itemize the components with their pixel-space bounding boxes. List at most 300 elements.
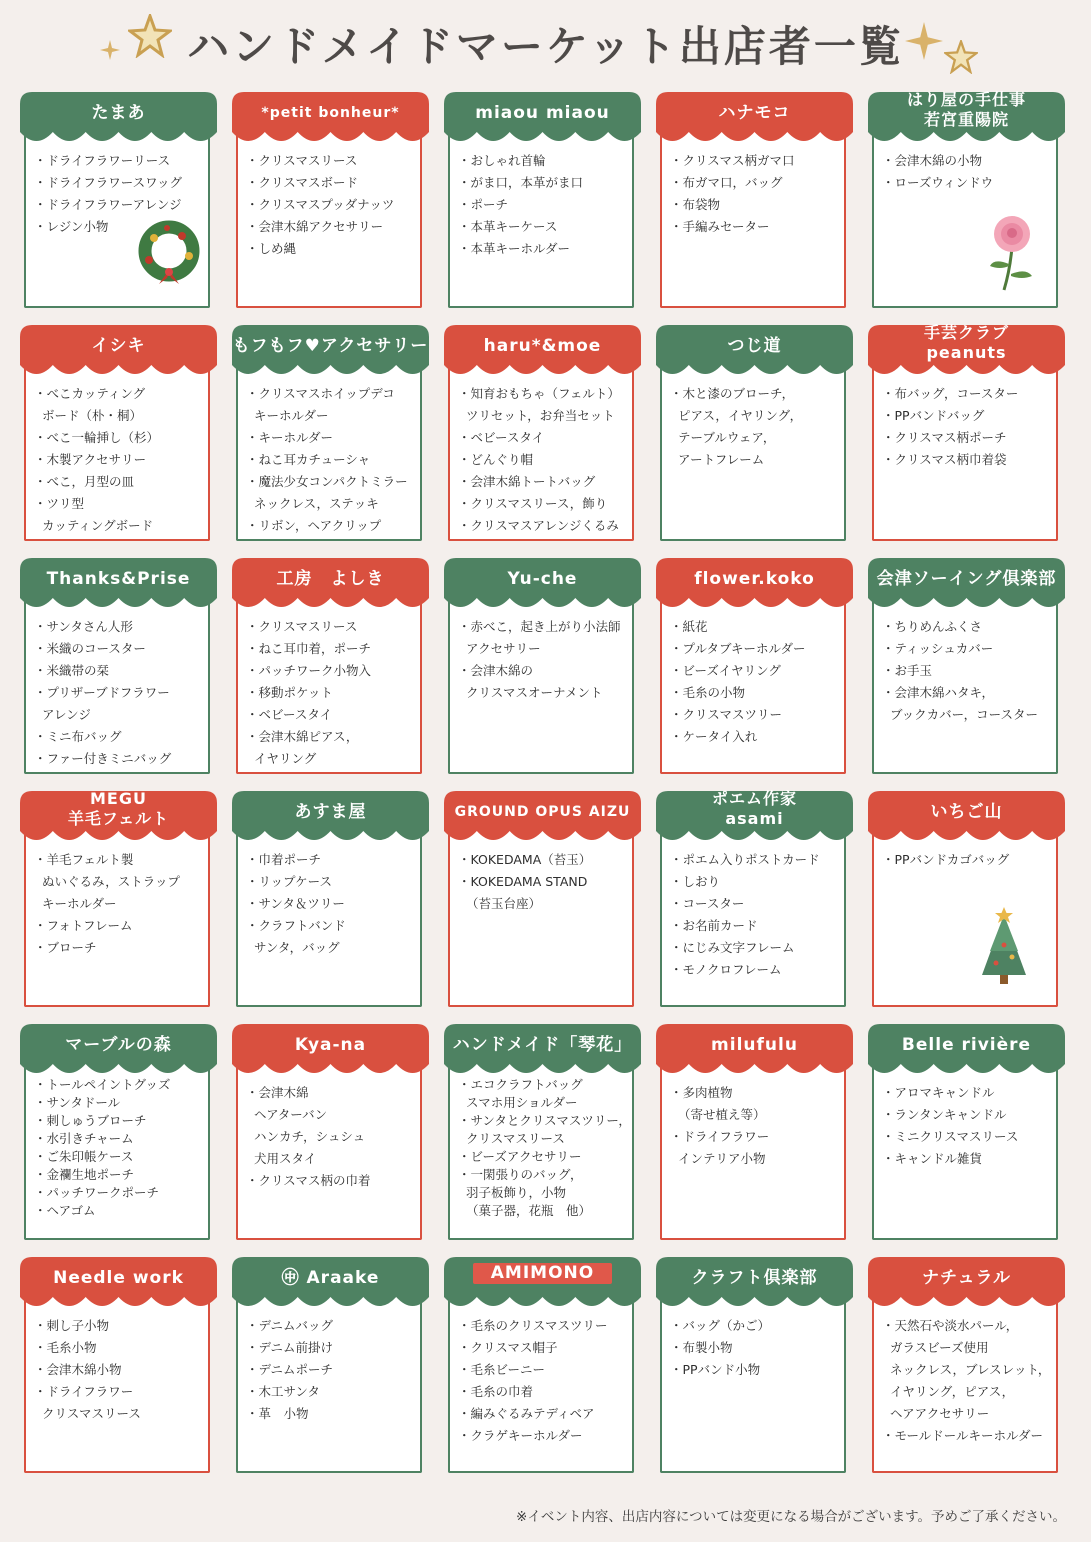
list-item: ・クリスマスボード [246,175,359,190]
shop-card [16,789,221,1009]
shop-item-box [236,596,422,774]
list-item: ヘアアクセサリー [882,1406,990,1421]
shop-name: マーブルの森 [65,1035,172,1055]
list-item: ・会津木綿トートバッグ [458,474,596,489]
list-item: ・本革キーホルダー [458,241,571,256]
shop-name: milufulu [711,1035,798,1055]
list-item: ・布製小物 [670,1340,733,1355]
list-item: ・クリスマスリース，飾り [458,496,608,511]
shop-name: はり屋の手仕事 若宮重陽院 [906,90,1026,129]
shop-item-list [882,1082,1052,1170]
shop-awning [652,789,857,847]
list-item: ・デニム前掛け [246,1340,334,1355]
shop-item-box [872,1295,1058,1473]
shop-name: miaou miaou [475,103,610,123]
shop-card [228,1255,433,1475]
list-item: ・布バッグ，コースター [882,386,1019,401]
list-item: インテリア小物 [670,1151,766,1166]
list-item: ネックレス，ブレスレット， [882,1362,1051,1377]
list-item: ぬいぐるみ，ストラップ [34,874,180,889]
shop-item-box [872,596,1058,774]
list-item: ・クリスマス柄ガマ口 [670,153,795,168]
shop-grid [16,90,1076,1490]
shop-awning [440,556,645,614]
rose-icon [982,212,1042,296]
shop-name: もフもフ♥アクセサリー [232,336,429,356]
shop-item-list [34,1315,204,1425]
shop-awning [652,556,857,614]
shop-awning [864,556,1069,614]
list-item: キーホルダー [34,896,117,911]
shop-name: Needle work [53,1268,184,1288]
shop-item-box [448,1295,634,1473]
shop-card [652,1255,857,1475]
page-title: ハンドメイドマーケット出店者一覧 [187,22,904,71]
shop-item-box [24,130,210,308]
shop-awning [228,323,433,381]
list-item: テーブルウェア， [670,430,776,445]
list-item: ・リボン，ヘアクリップ [246,518,382,533]
shop-item-list [458,383,628,537]
shop-item-box [872,829,1058,1007]
list-item: ・デニムポーチ [246,1362,334,1377]
list-item: ・ビーズイヤリング [670,663,781,678]
list-item: ・クリスマスプッダナッツ [246,197,395,212]
shop-item-box [448,596,634,774]
list-item: ・ご朱印帳ケース [34,1149,134,1164]
list-item: ・しおり [670,874,721,889]
shop-card [440,1022,645,1242]
shop-awning [228,90,433,148]
list-item: ・手編みセーター [670,219,770,234]
list-item: ・クリスマス柄ポーチ [882,430,1007,445]
shop-card [652,1022,857,1242]
list-item: ・クリスマスツリー [670,707,783,722]
shop-item-box [236,829,422,1007]
shop-item-box [24,596,210,774]
list-item: ・バッグ（かご） [670,1318,771,1333]
shop-awning [864,1022,1069,1080]
shop-item-list [246,849,416,959]
shop-awning [440,90,645,148]
shop-awning [652,323,857,381]
shop-item-list [34,616,204,770]
shop-item-list [670,849,840,981]
list-item: ・クリスマスリース [246,153,358,168]
shop-awning [228,1255,433,1313]
list-item: ・ヘアゴム [34,1203,96,1218]
list-item: ・KOKEDAMA STAND [458,874,588,889]
shop-name: 手芸クラブ peanuts [923,323,1009,362]
shop-awning [16,1022,221,1080]
shop-name: flower.koko [694,569,815,589]
list-item: ・キャンドル雑貨 [882,1151,983,1166]
list-item: ・PPバンド小物 [670,1362,761,1377]
shop-item-box [236,363,422,541]
shop-awning [16,90,221,148]
shop-awning [16,323,221,381]
shop-card [16,1255,221,1475]
shop-item-box [236,1062,422,1240]
list-item: ・がま口，本革がま口 [458,175,584,190]
list-item: カッティングボード [34,518,154,533]
list-item: ・トールペイントグッズ [34,1077,171,1092]
list-item: ・プルタブキーホルダー [670,641,806,656]
list-item: ボード（朴・桐） [34,408,142,423]
list-item: ・毛糸の巾着 [458,1384,534,1399]
list-item: ・プリザーブドフラワー [34,685,170,700]
list-item: アクセサリー [458,641,541,656]
shop-name: いちご山 [930,802,1003,822]
shop-item-box [448,363,634,541]
shop-awning [864,90,1069,148]
shop-name: Thanks&Prise [46,569,191,589]
list-item: ・ビーズアクセサリー [458,1149,582,1164]
shop-awning [16,556,221,614]
shop-card [228,1022,433,1242]
shop-card [228,556,433,776]
shop-name: Belle rivière [901,1035,1032,1055]
list-item: ・ケータイ入れ [670,729,758,744]
shop-awning [16,1255,221,1313]
list-item: ・しめ縄 [246,241,297,256]
list-item: クリスマスリース [34,1406,141,1421]
list-item: ・キーホルダー [246,430,334,445]
shop-card [440,323,645,543]
list-item: ・木製アクセサリー [34,452,147,467]
list-item: ・布袋物 [670,197,721,212]
shop-item-list [458,616,628,704]
shop-item-box [448,829,634,1007]
list-item: （菓子器，花瓶 他） [458,1203,591,1218]
shop-item-box [24,829,210,1007]
list-item: サンタ，バッグ [246,940,340,955]
list-item: ・ミニ布バッグ [34,729,122,744]
shop-name: ポエム作家 asami [711,789,797,828]
shop-name: ㊥ Araake [281,1268,380,1288]
list-item: ・サンタドール [34,1095,121,1110]
list-item: ・ミニクリスマスリース [882,1129,1019,1144]
shop-awning [864,1255,1069,1313]
shop-awning [440,1022,645,1080]
wreath-icon [134,218,204,292]
list-item: ・ベビースタイ [458,430,545,445]
shop-name: Yu-che [507,569,578,589]
shop-name: クラフト倶楽部 [691,1268,818,1288]
shop-name: ナチュラル [922,1268,1011,1288]
shop-card [228,323,433,543]
list-item: 犬用スタイ [246,1151,317,1166]
shop-awning [440,1255,645,1313]
list-item: ・ドライフラワーアレンジ [34,197,182,212]
list-item: ・ドライフラワー [670,1129,770,1144]
list-item: スマホ用ショルダー [458,1095,578,1110]
list-item: ・会津木綿ピアス， [246,729,359,744]
list-item: ・ちりめんふくさ [882,619,983,634]
list-item: ・刺しゅうブローチ [34,1113,147,1128]
shop-awning [16,789,221,847]
list-item: ・クラフトバンド [246,918,346,933]
shop-name: GROUND OPUS AIZU [454,804,631,820]
list-item: ・編みぐるみテディベア [458,1406,595,1421]
list-item: ・会津木綿小物 [34,1362,122,1377]
shop-card [652,556,857,776]
shop-item-list [458,849,628,915]
shop-card [16,556,221,776]
list-item: ・刺し子小物 [34,1318,110,1333]
list-item: ・ドライフラワースワッグ [34,175,183,190]
list-item: ・木と漆のブローチ， [670,386,795,401]
shop-card [440,1255,645,1475]
shop-card [228,90,433,310]
shop-name: 工房 よしき [276,569,385,589]
list-item: ・レジン小物 [34,219,109,234]
list-item: ・ファー付きミニバッグ [34,751,172,766]
list-item: 羽子板飾り，小物 [458,1185,566,1200]
list-item: ・サンタとクリスマスツリー， [458,1113,631,1128]
list-item: ・米織帯の栞 [34,663,110,678]
list-item: ・羊毛フェルト製 [34,852,134,867]
shop-item-list [246,150,416,260]
list-item: ツリセット，お弁当セット [458,408,615,423]
shop-card [440,90,645,310]
list-item: （苔玉台座） [458,896,541,911]
shop-name: AMIMONO [440,1263,645,1284]
shop-name: *petit bonheur* [261,105,400,121]
list-item: ・米織のコースター [34,641,146,656]
shop-item-list [458,1076,631,1220]
list-item: ・ドライフラワー [34,1384,134,1399]
list-item: ・お手玉 [882,663,933,678]
list-item: ・サンタさん人形 [34,619,133,634]
list-item: ・にじみ文字フレーム [670,940,795,955]
shop-item-list [882,616,1052,726]
shop-name: たまあ [91,103,146,123]
shop-item-box [660,596,846,774]
list-item: ・一閑張りのバッグ， [458,1167,583,1182]
shop-item-box [236,130,422,308]
shop-item-list [246,383,416,537]
list-item: キーホルダー [246,408,329,423]
shop-item-box [448,1062,634,1240]
shop-name: イシキ [91,336,146,356]
list-item: ・毛糸ビーニー [458,1362,546,1377]
shop-card [652,789,857,1009]
list-item: ・巾着ポーチ [246,852,322,867]
list-item: ・会津木綿アクセサリー [246,219,384,234]
shop-item-box [24,363,210,541]
list-item: ・モノクロフレーム [670,962,782,977]
list-item: ・ティッシュカバー [882,641,994,656]
list-item: ピアス，イヤリング， [670,408,803,423]
list-item: ・デニムバッグ [246,1318,334,1333]
list-item: ・クラゲキーホルダー [458,1428,583,1443]
shop-name: ハンドメイド「琴花」 [452,1035,633,1055]
list-item: ・コースター [670,896,745,911]
list-item: ・ツリ型 [34,496,85,511]
list-item: ・リップケース [246,874,333,889]
list-item: ・エコクラフトバッグ [458,1077,583,1092]
shop-item-list [670,1315,840,1381]
list-item: ・魔法少女コンパクトミラー [246,474,408,489]
shop-item-list [882,1315,1052,1447]
shop-item-box [660,1062,846,1240]
shop-item-box [24,1295,210,1473]
list-item: ヘアターバン [246,1107,328,1122]
list-item: ・革 小物 [246,1406,309,1421]
star-icon [944,40,978,74]
shop-name: つじ道 [727,336,782,356]
shop-item-list [246,1315,416,1425]
shop-item-list [34,383,204,537]
list-item: ・天然石や淡水パール， [882,1318,1019,1333]
list-item: ・クリスマス柄の巾着 [246,1173,371,1188]
list-item: ・PPバンドバッグ [882,408,985,423]
shop-name: 会津ソーイング倶楽部 [876,569,1057,589]
list-item: ・クリスマスアレンジくるみ [458,518,619,533]
shop-item-list [34,1076,204,1220]
list-item: ・本革キーケース [458,219,558,234]
list-item: ・ポーチ [458,197,509,212]
shop-item-list [670,383,840,471]
shop-item-list [882,150,1052,194]
list-item: ・クリスマス柄巾着袋 [882,452,1007,467]
shop-item-list [670,1082,840,1170]
list-item: （寄せ植え等） [670,1107,766,1122]
list-item: クリスマスリース [458,1131,565,1146]
list-item: ・ねこ耳カチューシャ [246,452,371,467]
shop-item-box [872,363,1058,541]
shop-item-box [448,130,634,308]
shop-item-box [660,829,846,1007]
shop-awning [652,1255,857,1313]
list-item: ネックレス，ステッキ [246,496,379,511]
list-item: ・会津木綿 [246,1085,309,1100]
star-icon [905,22,943,60]
shop-awning [228,556,433,614]
shop-item-box [236,1295,422,1473]
shop-awning [228,789,433,847]
list-item: ・フォトフレーム [34,918,133,933]
shop-item-list [458,1315,628,1447]
shop-item-list [670,150,840,238]
list-item: ・べこカッティング [34,386,146,401]
list-item: ・クリスマスリース [246,619,358,634]
shop-item-box [660,363,846,541]
shop-card [864,789,1069,1009]
list-item: イヤリング，ピアス， [882,1384,1015,1399]
shop-awning [228,1022,433,1080]
list-item: ・ベビースタイ [246,707,333,722]
tree-icon [974,907,1034,993]
list-item: ・毛糸の小物 [670,685,746,700]
list-item: ・多肉植物 [670,1085,733,1100]
list-item: ・べこ一輪挿し（杉） [34,430,160,445]
shop-item-box [660,1295,846,1473]
shop-card [864,323,1069,543]
list-item: ・木工サンタ [246,1384,320,1399]
list-item: ・水引きチャーム [34,1131,134,1146]
list-item: ・アロマキャンドル [882,1085,995,1100]
list-item: ・布ガマ口，バッグ [670,175,783,190]
shop-item-list [34,849,204,959]
shop-card [864,556,1069,776]
shop-name: ハナモコ [718,103,791,123]
shop-card [652,90,857,310]
list-item: ・会津木綿の小物 [882,153,983,168]
shop-card [864,90,1069,310]
shop-item-box [660,130,846,308]
list-item: アートフレーム [670,452,765,467]
list-item: ・KOKEDAMA（苔玉） [458,852,592,867]
shop-item-box [24,1062,210,1240]
list-item: ・知育おもちゃ（フェルト） [458,386,620,401]
list-item: ・どんぐり帽 [458,452,534,467]
list-item: ・毛糸のクリスマスツリー [458,1318,608,1333]
list-item: ・会津木綿ハタキ， [882,685,995,700]
list-item: ・ランタンキャンドル [882,1107,1007,1122]
list-item: ・ローズウィンドウ [882,175,994,190]
list-item: ・会津木綿の [458,663,534,678]
list-item: ・パッチワーク小物入 [246,663,372,678]
footer-note: ※イベント内容、出店内容については変更になる場合がございます。予めご了承ください。 [516,1509,1066,1525]
shop-awning [652,1022,857,1080]
list-item: ・毛糸小物 [34,1340,97,1355]
shop-awning [864,789,1069,847]
shop-name: haru*&moe [483,336,602,356]
shop-item-box [872,1062,1058,1240]
shop-card [864,1022,1069,1242]
shop-awning [440,789,645,847]
shop-item-list [246,1082,416,1192]
shop-item-box [872,130,1058,308]
list-item: ・ブローチ [34,940,97,955]
list-item: ・モールドールキーホルダー [882,1428,1044,1443]
shop-item-list [882,849,1052,871]
list-item: ・サンタ＆ツリー [246,896,345,911]
list-item: ブックカバー，コースター [882,707,1038,722]
list-item: アレンジ [34,707,91,722]
list-item: ・金襴生地ポーチ [34,1167,135,1182]
list-item: ハンカチ，シュシュ [246,1129,366,1144]
shop-card [440,789,645,1009]
list-item: ・クリスマス帽子 [458,1340,558,1355]
list-item: ・ねこ耳巾着，ポーチ [246,641,372,656]
shop-card [16,1022,221,1242]
shop-awning [440,323,645,381]
list-item: ・移動ポケット [246,685,333,700]
list-item: イヤリング [246,751,317,766]
list-item: ・クリスマスホイップデコ [246,386,395,401]
list-item: クリスマスオーナメント [458,685,603,700]
list-item: ・ポエム入りポストカード [670,852,820,867]
list-item: ・紙花 [670,619,708,634]
list-item: ・ドライフラワーリース [34,153,171,168]
shop-card [16,90,221,310]
shop-card [16,323,221,543]
shop-card [228,789,433,1009]
list-item: ・お名前カード [670,918,758,933]
shop-card [440,556,645,776]
list-item: ・べこ，月型の皿 [34,474,135,489]
header [0,0,1091,80]
list-item: ・おしゃれ首輪 [458,153,546,168]
shop-item-list [670,616,840,748]
shop-item-list [882,383,1052,471]
list-item: ・赤べこ，起き上がり小法師 [458,619,621,634]
list-item: ・パッチワークポーチ [34,1185,160,1200]
shop-name: MEGU 羊毛フェルト [67,789,170,828]
